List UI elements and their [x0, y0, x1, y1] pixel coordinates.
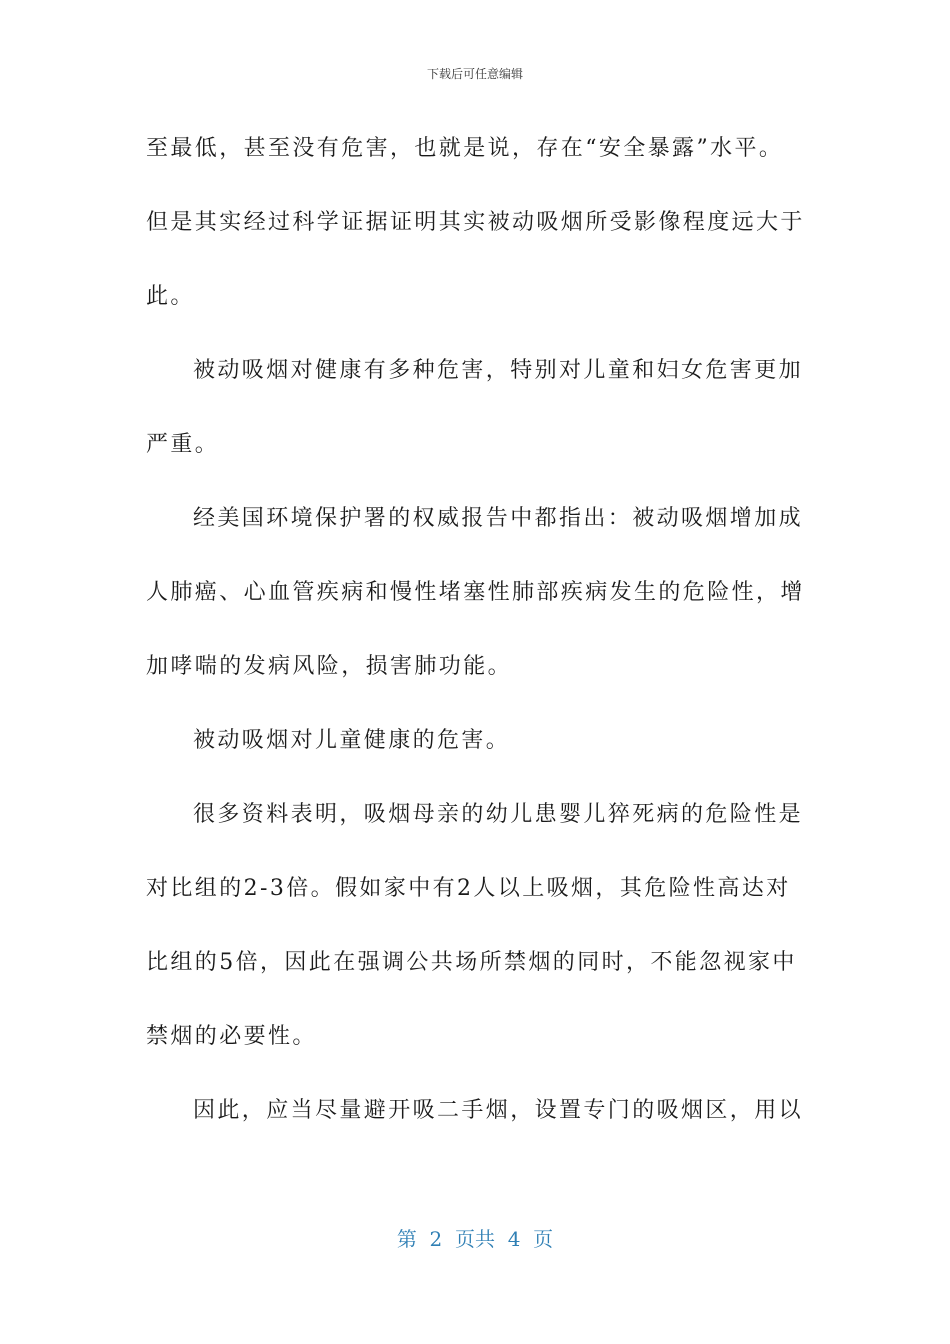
text-line: 至最低，甚至没有危害，也就是说，存在“安全暴露”水平。: [146, 136, 784, 161]
text-line: 比组的5倍，因此在强调公共场所禁烟的同时，不能忽视家中: [146, 950, 797, 975]
text-line: 禁烟的必要性。: [146, 1024, 317, 1049]
text-line: 此。: [146, 284, 195, 309]
page-header: 下载后可任意编辑: [426, 67, 523, 81]
text-line: 对比组的2-3倍。假如家中有2人以上吸烟，其危险性高达对: [146, 876, 791, 901]
text-line: 人肺癌、心血管疾病和慢性堵塞性肺部疾病发生的危险性，增: [146, 580, 805, 605]
text-line: 但是其实经过科学证据证明其实被动吸烟所受影像程度远大于: [146, 210, 805, 235]
paragraph-first-line: 经美国环境保护署的权威报告中都指出：被动吸烟增加成: [193, 506, 804, 531]
document-body: [146, 112, 805, 1148]
text-line: 加哮喘的发病风险，损害肺功能。: [146, 654, 513, 679]
paragraph-first-line: 被动吸烟对健康有多种危害，特别对儿童和妇女危害更加: [193, 358, 804, 383]
text-line: 严重。: [146, 432, 220, 457]
paragraph-first-line: 很多资料表明，吸烟母亲的幼儿患婴儿猝死病的危险性是: [193, 802, 804, 827]
paragraph-first-line: 因此，应当尽量避开吸二手烟，设置专门的吸烟区，用以: [193, 1098, 804, 1123]
page-number-footer: 第 2 页共 4 页: [396, 1227, 554, 1251]
section-heading: 被动吸烟对儿童健康的危害。: [193, 728, 511, 753]
